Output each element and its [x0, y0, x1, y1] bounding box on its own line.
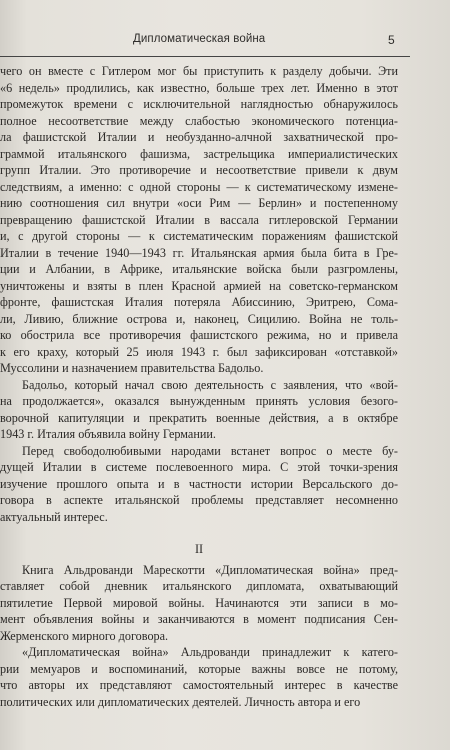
text-line: ворочной капитуляции и прекратить военные действия, а в октябре — [0, 410, 398, 425]
text-line: уничтожены и взяты в плен Красной армией на советско-германском — [0, 278, 398, 293]
text-line: ставляет собой дневник итальянского дипломата, охватывающий — [0, 579, 398, 593]
paragraph — [0, 63, 398, 377]
text-line: ла фашистской Италии и необузданно-алчной захватнической про- — [0, 130, 398, 144]
text-line: ко обострила все противоречия фашистского режима, но и привела — [0, 328, 398, 342]
text-line: говора в аспекте итальянской проблемы представляет несомненно — [0, 493, 398, 507]
text-line: фронте, фашистская Италия потеряла Абиссинию, Эритрею, Сома- — [0, 295, 398, 309]
page-number: 5 — [388, 33, 395, 47]
text-line: «Дипломатическая война» Альдрованди принадлежит к катего- — [22, 645, 398, 659]
text-line: ли, Ливию, ближние острова и, наконец, Сицилию. Война не толь- — [0, 311, 398, 326]
text-line: мент объявления войны и заканчиваются в момент подписания Сен- — [0, 612, 398, 626]
paragraph — [0, 377, 398, 443]
text-line: Муссолини и назначением правительства Бадольо. — [0, 361, 264, 375]
text-line: полное несоответствие между слабостью экономического потенциа- — [0, 113, 398, 128]
text-line: и, с другой стороны — к систематическим поражениям фашистской — [0, 229, 398, 243]
text-line: «6 недель» продлились, как известно, больше трех лет. Именно в этот — [0, 80, 398, 95]
text-line: следствиям, а именно: с одной стороны — к систематическому измене- — [0, 179, 398, 194]
text-line: на продолжается», оказался вынужденным принять условия безого- — [0, 394, 398, 408]
text-line: Жерменского мирного договора. — [0, 628, 169, 643]
text-line: нию соотношения сил внутри «оси Рим — Берлин» и постепенному — [0, 196, 398, 210]
paragraph — [0, 562, 398, 645]
text-line: групп Италии. Это противоречие и несоответствие привели к двум — [0, 163, 398, 177]
text-line: Книга Альдрованди Марескотти «Дипломатическая война» пред- — [22, 562, 398, 577]
text-line: к его краху, который 25 июля 1943 г. был зафиксирован «отставкой» — [0, 344, 398, 359]
text-line: актуальный интерес. — [0, 509, 108, 524]
text-line: что авторы их представляют самостоятельный интерес в качестве — [0, 678, 398, 692]
text-line: промежуток времени с исключительной наглядностью обнаружилось — [0, 97, 398, 111]
running-title: Дипломатическая война — [133, 33, 266, 45]
text-line: чего он вместе с Гитлером мог бы приступить к разделу добычи. Эти — [0, 64, 398, 78]
paragraph — [0, 644, 398, 710]
section-gap — [0, 525, 398, 535]
text-line: пятилетие Первой мировой войны. Начинаются эти записи в мо- — [0, 595, 398, 610]
text-line: рии мемуаров и воспоминаний, которые важны вовсе не потому, — [0, 661, 398, 676]
text-line: граммой итальянского фашизма, застрельщика империалистических — [0, 146, 398, 161]
section-number: II — [194, 542, 204, 556]
text-line: Перед свободолюбивыми народами встанет вопрос о месте бу- — [22, 443, 398, 458]
body-text — [0, 63, 398, 710]
text-line: Бадольо, который начал свою деятельность с заявления, что «вой- — [22, 377, 398, 392]
text-line: ции и Албании, в Африке, итальянские войска были разгромлены, — [0, 262, 398, 276]
header-rule — [0, 56, 410, 57]
text-line: изучение прошлого опыта и в частности истории Версальского до- — [0, 476, 398, 491]
text-line: 1943 г. Италия объявила войну Германии. — [0, 427, 216, 441]
text-line: превращению фашистской Италии в вассала гитлеровской Германии — [0, 212, 398, 227]
text-line: политических или дипломатических деятелей. Личность автора и его — [0, 694, 361, 709]
text-line: дущей Италии в системе послевоенного мира. С этой точки-зрения — [0, 460, 398, 474]
text-line: Италии в течение 1940—1943 гг. Итальянская армия была бита в Гре- — [0, 245, 398, 260]
page-header — [0, 33, 450, 51]
paragraph — [0, 443, 398, 526]
